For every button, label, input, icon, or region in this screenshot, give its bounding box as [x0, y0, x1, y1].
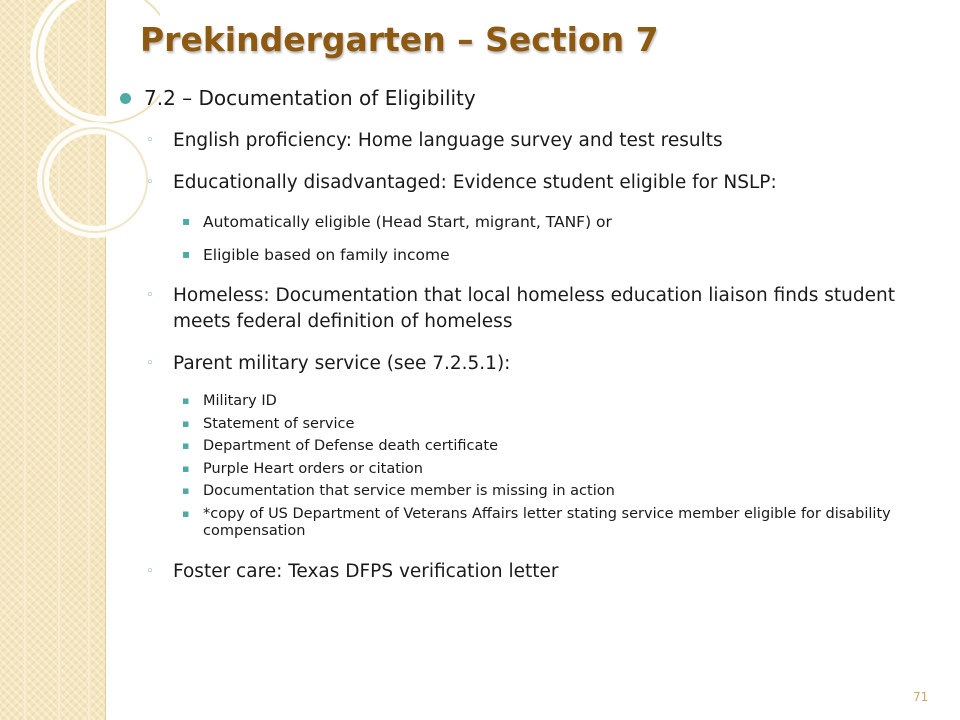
slide-title: Prekindergarten – Section 7	[140, 20, 659, 59]
ring-bullet-icon: ◦	[146, 356, 154, 371]
sub-list-item	[118, 416, 938, 434]
sub-list-item-text: Statement of service	[203, 415, 355, 432]
sub-list-item-text: Military ID	[203, 393, 277, 409]
small-bullet-icon: ▪	[182, 247, 191, 261]
small-bullet-icon: ▪	[182, 394, 190, 407]
list-item	[118, 351, 938, 377]
sub-list-item	[118, 506, 938, 541]
sub-list-item-text: Department of Defense death certificate	[203, 438, 498, 454]
dot-bullet-icon	[120, 93, 131, 104]
sub-list-item	[118, 245, 938, 265]
small-bullet-icon: ▪	[182, 416, 190, 430]
sub-list-item-text: Purple Heart orders or citation	[203, 460, 423, 477]
sub-list-item-text: Automatically eligible (Head Start, migrant, TANF) or	[203, 213, 612, 231]
heading-text: 7.2 – Documentation of Eligibility	[144, 86, 476, 110]
list-item-text: Educationally disadvantaged: Evidence student eligible for NSLP:	[173, 172, 777, 193]
list-item	[118, 170, 938, 196]
sub-list-item	[118, 212, 938, 232]
list-item-heading	[118, 86, 938, 110]
ring-bullet-icon: ◦	[146, 133, 154, 148]
sub-list-item-text: Eligible based on family income	[203, 246, 450, 264]
ring-bullet-icon: ◦	[146, 563, 154, 579]
ring-bullet-icon: ◦	[146, 175, 154, 190]
small-bullet-icon: ▪	[182, 214, 191, 228]
list-item-text: English proficiency: Home language survey and test results	[173, 130, 723, 151]
list-item-text: Parent military service (see 7.2.5.1):	[173, 353, 511, 374]
list-item	[118, 128, 938, 154]
ring-bullet-icon: ◦	[146, 288, 154, 303]
small-bullet-icon: ▪	[182, 484, 190, 497]
small-bullet-icon: ▪	[182, 439, 190, 452]
list-item	[118, 559, 938, 585]
list-item	[118, 283, 938, 335]
sub-list-item-text: *copy of US Department of Veterans Affairs letter stating service member eligible for disability compensation	[203, 505, 891, 539]
sub-list-item	[118, 393, 938, 411]
sub-list-item	[118, 483, 938, 501]
sub-list-item	[118, 461, 938, 479]
page-number: 71	[913, 690, 929, 704]
sub-list-item	[118, 438, 938, 456]
slide-content	[118, 86, 938, 601]
list-item-text: Homeless: Documentation that local homeless education liaison finds student meets federal definition of homeless	[173, 285, 895, 332]
list-item-text: Foster care: Texas DFPS verification letter	[173, 560, 559, 582]
small-bullet-icon: ▪	[182, 461, 190, 475]
sub-list-item-text: Documentation that service member is missing in action	[203, 483, 615, 499]
small-bullet-icon: ▪	[182, 506, 190, 520]
